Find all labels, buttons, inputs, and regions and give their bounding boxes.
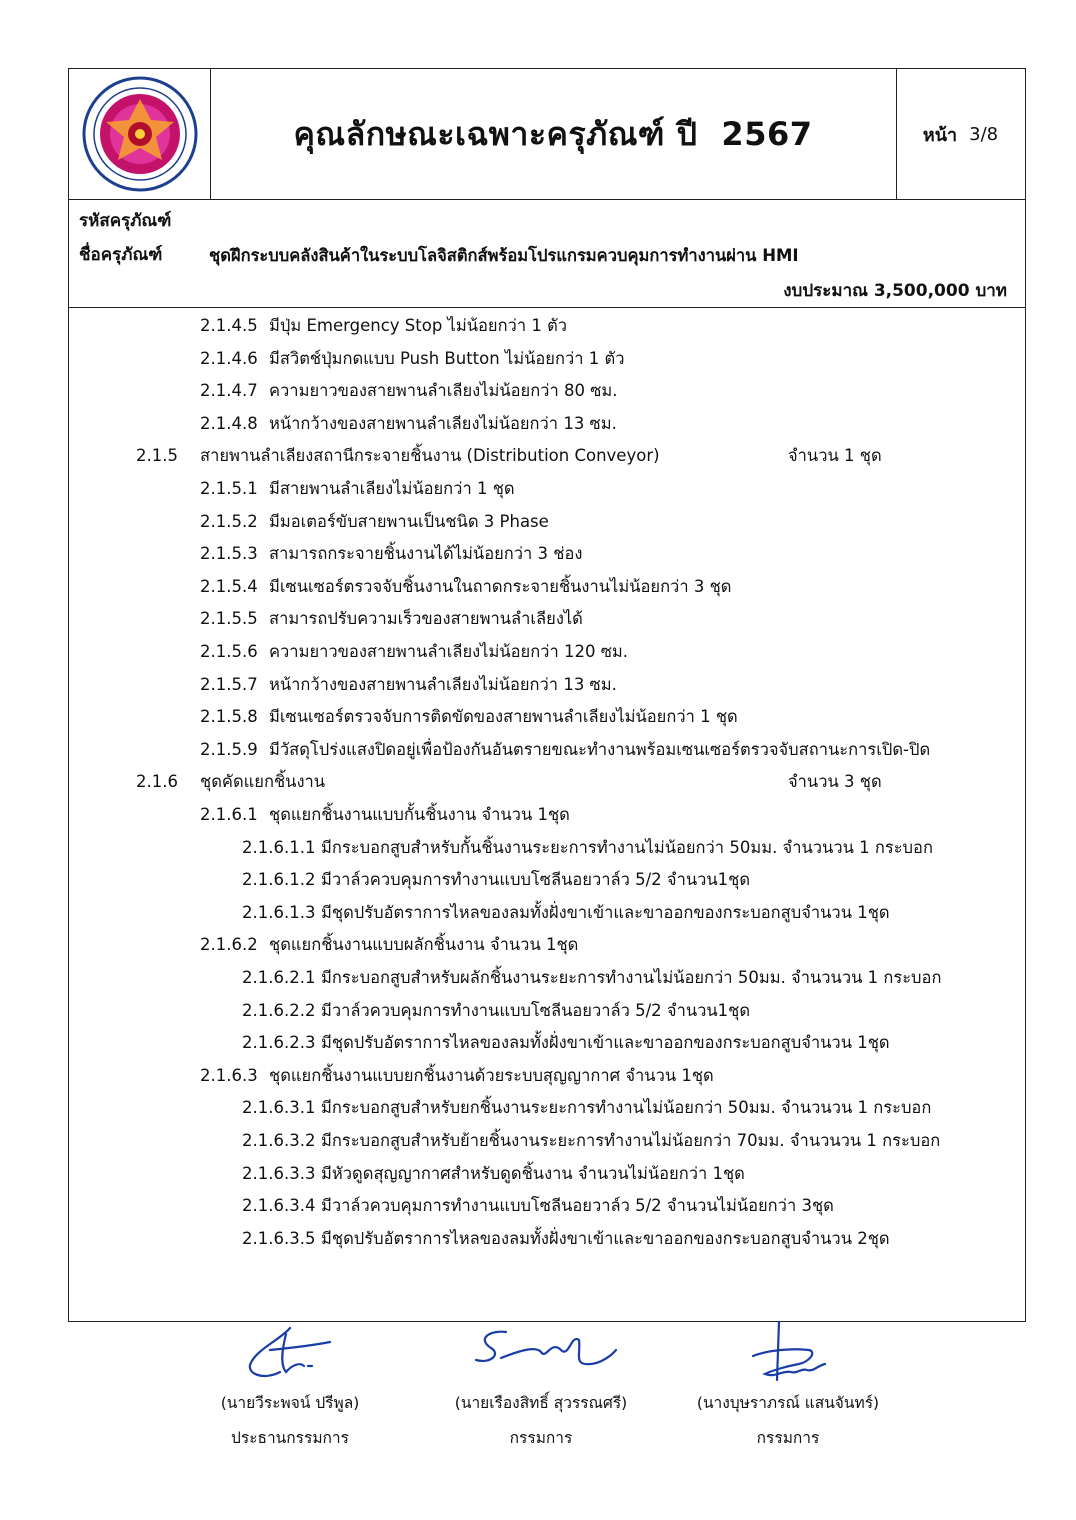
spec-item-number: 2.1.5.6 (200, 642, 258, 661)
spec-item (136, 444, 660, 468)
spec-item-number: 2.1.6.3.2 (242, 1131, 316, 1150)
spec-item-number: 2.1.5.2 (200, 511, 258, 531)
spec-item (242, 1031, 890, 1055)
spec-item-text: สายพานลำเลียงสถานีกระจายชิ้นงาน (Distribution Conveyor) (200, 446, 660, 466)
spec-item-number: 2.1.6.1.1 (242, 837, 316, 857)
spec-item-text: สามารถปรับความเร็วของสายพานลำเลียงได้ (269, 609, 583, 629)
spec-item-text: มีชุดปรับอัตราการไหลของลมทั้งฝั่งขาเข้าและขาออกของกระบอกสูบจำนวน 1ชุด (321, 1033, 890, 1053)
signatory-role-3: กรรมการ (756, 1429, 820, 1447)
equipment-meta (69, 199, 1025, 308)
spec-item-quantity: จำนวน 3 ชุด (788, 772, 882, 792)
spec-item-number: 2.1.4.7 (200, 381, 258, 401)
spec-item-number: 2.1.6 (136, 772, 178, 792)
spec-item (200, 412, 617, 436)
spec-item-number: 2.1.5.7 (200, 674, 258, 694)
spec-item-text: มีเซนเซอร์ตรวจจับการติดขัดของสายพานลำเลียงไม่น้อยกว่า 1 ชุด (269, 707, 738, 727)
spec-item (242, 836, 933, 860)
spec-item (242, 901, 890, 925)
spec-item-number: 2.1.4.6 (200, 348, 258, 368)
spec-item-number: 2.1.6.1.2 (242, 870, 316, 890)
spec-item-text: มีกระบอกสูบสำหรับย้ายชิ้นงานระยะการทำงานไม่น้อยกว่า 70มม. จำนวนวน 1 กระบอก (321, 1131, 941, 1150)
spec-item-text: มีวาล์วควบคุมการทำงานแบบโซลีนอยวาล์ว 5/2 จำนวนไม่น้อยกว่า 3ชุด (321, 1196, 834, 1216)
title-text: คุณลักษณะเฉพาะครุภัณฑ์ ปี (293, 114, 698, 153)
spec-item-text: หน้ากว้างของสายพานลำเลียงไม่น้อยกว่า 13 ซม. (269, 674, 617, 694)
spec-item (200, 705, 738, 729)
spec-item-text: ชุดแยกชิ้นงานแบบยกชิ้นงานด้วยระบบสุญญากาศ จำนวน 1ชุด (269, 1065, 714, 1085)
spec-item (200, 1064, 714, 1088)
spec-item-text: มีปุ่ม Emergency Stop ไม่น้อยกว่า 1 ตัว (269, 316, 568, 335)
spec-item-text: มีชุดปรับอัตราการไหลของลมทั้งฝั่งขาเข้าและขาออกของกระบอกสูบจำนวน 1ชุด (321, 902, 890, 922)
title-cell (210, 69, 897, 199)
spec-item-text: ชุดคัดแยกชิ้นงาน (200, 772, 326, 792)
spec-item-text: สามารถกระจายชิ้นงานได้ไม่น้อยกว่า 3 ช่อง (269, 544, 583, 564)
spec-item-number: 2.1.4.5 (200, 316, 258, 335)
spec-item-text: มีเซนเซอร์ตรวจจับชิ้นงานในถาดกระจายชิ้นงานไม่น้อยกว่า 3 ชุด (269, 576, 732, 596)
spec-item-number: 2.1.4.8 (200, 413, 258, 433)
signatory-name-2: (นายเรืองสิทธิ์ สุวรรณศรี) (454, 1394, 628, 1412)
spec-item-text: มีวัสดุโปร่งแสงปิดอยู่เพื่อป้องกันอันตรายขณะทำงานพร้อมเซนเซอร์ตรวจจับสถานะการเปิด-ปิด (269, 739, 931, 759)
signatory-role-1: ประธานกรรมการ (231, 1429, 349, 1447)
equipment-code-label: รหัสครุภัณฑ์ (79, 211, 172, 231)
spec-item-text: มีกระบอกสูบสำหรับกั้นชิ้นงานระยะการทำงานไม่น้อยกว่า 50มม. จำนวนวน 1 กระบอก (321, 837, 933, 857)
spec-item (242, 999, 750, 1023)
spec-item-number: 2.1.6.2.3 (242, 1033, 316, 1053)
spec-item (242, 1129, 940, 1153)
spec-item-text: ชุดแยกชิ้นงานแบบผลักชิ้นงาน จำนวน 1ชุด (269, 935, 579, 955)
handwritten-signature-3 (713, 1320, 863, 1386)
spec-item (136, 770, 325, 794)
signatory-name-1: (นายวีระพจน์ ปรีพูล) (220, 1394, 360, 1412)
spec-item-number: 2.1.6.2.2 (242, 1000, 316, 1020)
equipment-name: ชุดฝึกระบบคลังสินค้าในระบบโลจิสติกส์พร้อมโปรแกรมควบคุมการทำงานผ่าน HMI (209, 246, 799, 265)
signatory-role-2: กรรมการ (509, 1429, 573, 1447)
page-label: หน้า (922, 124, 958, 146)
page-number: 3/8 (969, 123, 999, 145)
page-title (294, 109, 813, 160)
spec-item-number: 2.1.6.3.5 (242, 1228, 316, 1248)
spec-item (200, 477, 515, 501)
spec-item-text: มีกระบอกสูบสำหรับผลักชิ้นงานระยะการทำงานไม่น้อยกว่า 50มม. จำนวนวน 1 กระบอก (321, 968, 942, 987)
spec-item (200, 640, 628, 664)
spec-item-number: 2.1.5.9 (200, 739, 258, 759)
spec-item-number: 2.1.5.4 (200, 576, 258, 596)
equipment-name-label: ชื่อครุภัณฑ์ (79, 245, 163, 265)
spec-item (200, 542, 582, 566)
handwritten-signature-1 (220, 1320, 360, 1386)
spec-item-number: 2.1.6.2.1 (242, 968, 316, 987)
signatory-name-3: (นางบุษราภรณ์ แสนจันทร์) (696, 1394, 880, 1412)
spec-item-number: 2.1.5 (136, 446, 178, 466)
spec-item-text: มีกระบอกสูบสำหรับยกชิ้นงานระยะการทำงานไม่น้อยกว่า 50มม. จำนวนวน 1 กระบอก (321, 1098, 932, 1118)
spec-item (200, 738, 930, 762)
spec-item (200, 803, 570, 827)
spec-item-number: 2.1.6.3.1 (242, 1098, 316, 1118)
logo-cell (69, 69, 211, 199)
spec-item (200, 314, 567, 338)
header-row (69, 69, 1025, 200)
spec-item (200, 673, 617, 697)
spec-item-number: 2.1.6.1.3 (242, 902, 316, 922)
spec-item-text: มีชุดปรับอัตราการไหลของลมทั้งฝั่งขาเข้าและขาออกของกระบอกสูบจำนวน 2ชุด (321, 1228, 890, 1248)
spec-item (200, 347, 624, 371)
spec-item-text: มีวาล์วควบคุมการทำงานแบบโซลีนอยวาล์ว 5/2 จำนวน1ชุด (321, 870, 751, 890)
spec-item-text: มีวาล์วควบคุมการทำงานแบบโซลีนอยวาล์ว 5/2 จำนวน1ชุด (321, 1000, 751, 1020)
spec-item-text: ชุดแยกชิ้นงานแบบกั้นชิ้นงาน จำนวน 1ชุด (269, 805, 570, 824)
spec-item-quantity: จำนวน 1 ชุด (788, 446, 882, 466)
budget: งบประมาณ 3,500,000 บาท (783, 281, 1007, 301)
page-cell (896, 69, 1025, 199)
spec-item-number: 2.1.6.1 (200, 805, 258, 824)
spec-item (200, 607, 583, 631)
spec-item-text: มีมอเตอร์ขับสายพานเป็นชนิด 3 Phase (269, 511, 549, 531)
spec-item-number: 2.1.5.3 (200, 544, 258, 564)
title-year: 2567 (721, 114, 813, 153)
spec-item-number: 2.1.6.3.3 (242, 1163, 316, 1183)
spec-item-number: 2.1.6.3 (200, 1065, 258, 1085)
spec-item-number: 2.1.5.1 (200, 479, 258, 498)
spec-item-number: 2.1.6.2 (200, 935, 258, 955)
spec-item (242, 1096, 931, 1120)
handwritten-signature-2 (451, 1320, 631, 1386)
spec-item-number: 2.1.6.3.4 (242, 1196, 316, 1216)
spec-item (242, 966, 941, 990)
signature-3 (638, 1320, 938, 1450)
spec-item-text: มีสายพานลำเลียงไม่น้อยกว่า 1 ชุด (269, 479, 515, 498)
spec-item-text: มีหัวดูดสุญญากาศสำหรับดูดชิ้นงาน จำนวนไม่น้อยกว่า 1ชุด (321, 1163, 745, 1183)
spec-item (200, 379, 618, 403)
spec-item (242, 1162, 745, 1186)
spec-item (242, 1227, 890, 1251)
spec-item-number: 2.1.5.8 (200, 707, 258, 727)
spec-item-text: ความยาวของสายพานลำเลียงไม่น้อยกว่า 120 ซม. (269, 642, 629, 661)
spec-item (200, 510, 549, 534)
spec-item-text: ความยาวของสายพานลำเลียงไม่น้อยกว่า 80 ซม. (269, 381, 618, 401)
spec-item-text: มีสวิตช์ปุ่มกดแบบ Push Button ไม่น้อยกว่า 1 ตัว (269, 348, 625, 368)
spec-item-text: หน้ากว้างของสายพานลำเลียงไม่น้อยกว่า 13 ซม. (269, 413, 617, 433)
spec-item-number: 2.1.5.5 (200, 609, 258, 629)
vocational-commission-seal-icon (81, 75, 199, 193)
spec-item (242, 1194, 834, 1218)
spec-item (242, 868, 750, 892)
spec-item (200, 933, 578, 957)
spec-item (200, 575, 732, 599)
